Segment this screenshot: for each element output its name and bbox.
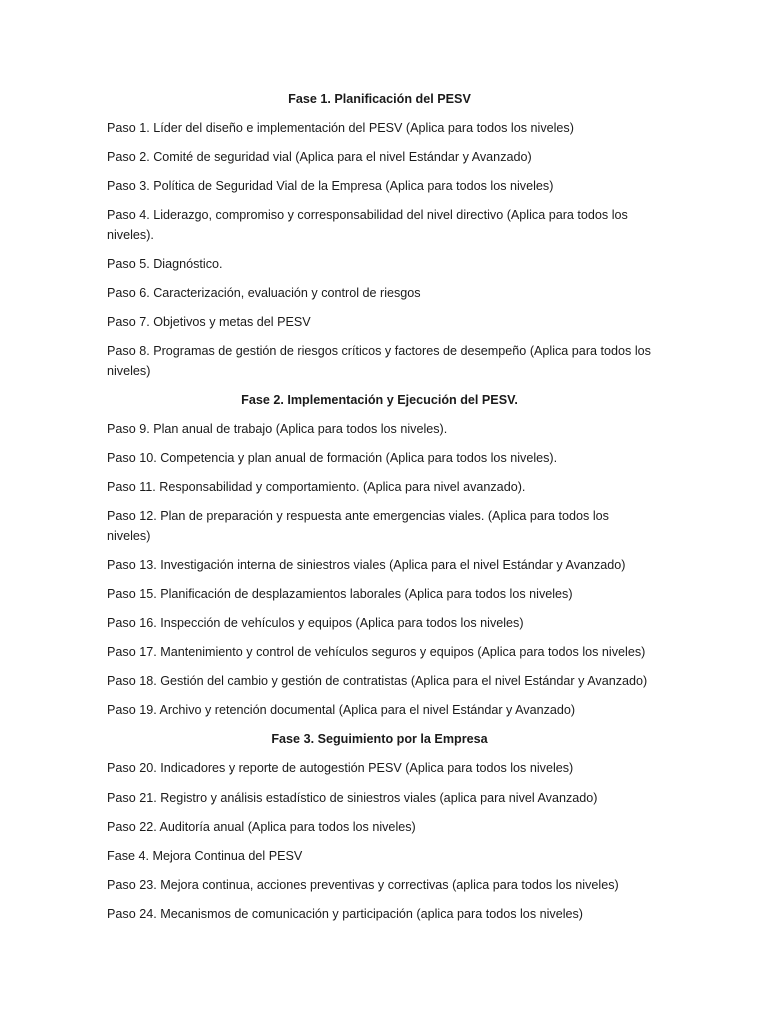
step-item: Paso 17. Mantenimiento y control de vehículos seguros y equipos (Aplica para todos los niveles) (107, 645, 646, 660)
step-item: Paso 9. Plan anual de trabajo (Aplica para todos los niveles). (107, 421, 448, 436)
step-item: Paso 2. Comité de seguridad vial (Aplica para el nivel Estándar y Avanzado) (107, 150, 532, 165)
step-item: Paso 11. Responsabilidad y comportamiento. (Aplica para nivel avanzado). (107, 480, 526, 495)
step-item: Paso 22. Auditoría anual (Aplica para todos los niveles) (107, 819, 416, 834)
step-item: Paso 24. Mecanismos de comunicación y participación (aplica para todos los niveles) (107, 906, 584, 921)
step-item: Paso 4. Liderazgo, compromiso y corresponsabilidad del nivel directivo (Aplica para todos los niveles). (107, 208, 628, 242)
step-item: Paso 6. Caracterización, evaluación y control de riesgos (107, 286, 421, 301)
step-item: Paso 10. Competencia y plan anual de formación (Aplica para todos los niveles). (107, 451, 558, 466)
step-item: Paso 19. Archivo y retención documental (Aplica para el nivel Estándar y Avanzado) (107, 703, 576, 718)
step-item: Paso 7. Objetivos y metas del PESV (107, 315, 311, 330)
step-item: Paso 3. Política de Seguridad Vial de la Empresa (Aplica para todos los niveles) (107, 179, 554, 194)
step-item: Paso 18. Gestión del cambio y gestión de contratistas (Aplica para el nivel Estándar y Avanzado) (107, 674, 648, 689)
section-heading: Fase 3. Seguimiento por la Empresa (271, 732, 488, 747)
step-item: Paso 8. Programas de gestión de riesgos críticos y factores de desempeño (Aplica para todos los niveles) (107, 344, 651, 378)
step-item: Paso 21. Registro y análisis estadístico de siniestros viales (aplica para nivel Avanzado) (107, 790, 598, 805)
step-item: Paso 20. Indicadores y reporte de autogestión PESV (Aplica para todos los niveles) (107, 761, 574, 776)
step-item: Paso 12. Plan de preparación y respuesta ante emergencias viales. (Aplica para todos los niveles) (107, 509, 609, 543)
step-item: Paso 1. Líder del diseño e implementación del PESV (Aplica para todos los niveles) (107, 121, 574, 136)
step-item: Paso 16. Inspección de vehículos y equipos (Aplica para todos los niveles) (107, 616, 524, 630)
step-item: Paso 5. Diagnóstico. (107, 256, 223, 271)
step-item: Paso 15. Planificación de desplazamientos laborales (Aplica para todos los niveles) (107, 586, 573, 601)
section-heading: Fase 1. Planificación del PESV (288, 92, 471, 106)
step-item: Paso 23. Mejora continua, acciones preventivas y correctivas (aplica para todos los niveles) (107, 877, 619, 892)
section-heading: Fase 2. Implementación y Ejecución del PESV. (241, 392, 518, 407)
document-page (107, 90, 652, 934)
step-item: Paso 13. Investigación interna de siniestros viales (Aplica para el nivel Estándar y Avanzado) (107, 557, 626, 572)
step-item: Fase 4. Mejora Continua del PESV (107, 848, 303, 863)
